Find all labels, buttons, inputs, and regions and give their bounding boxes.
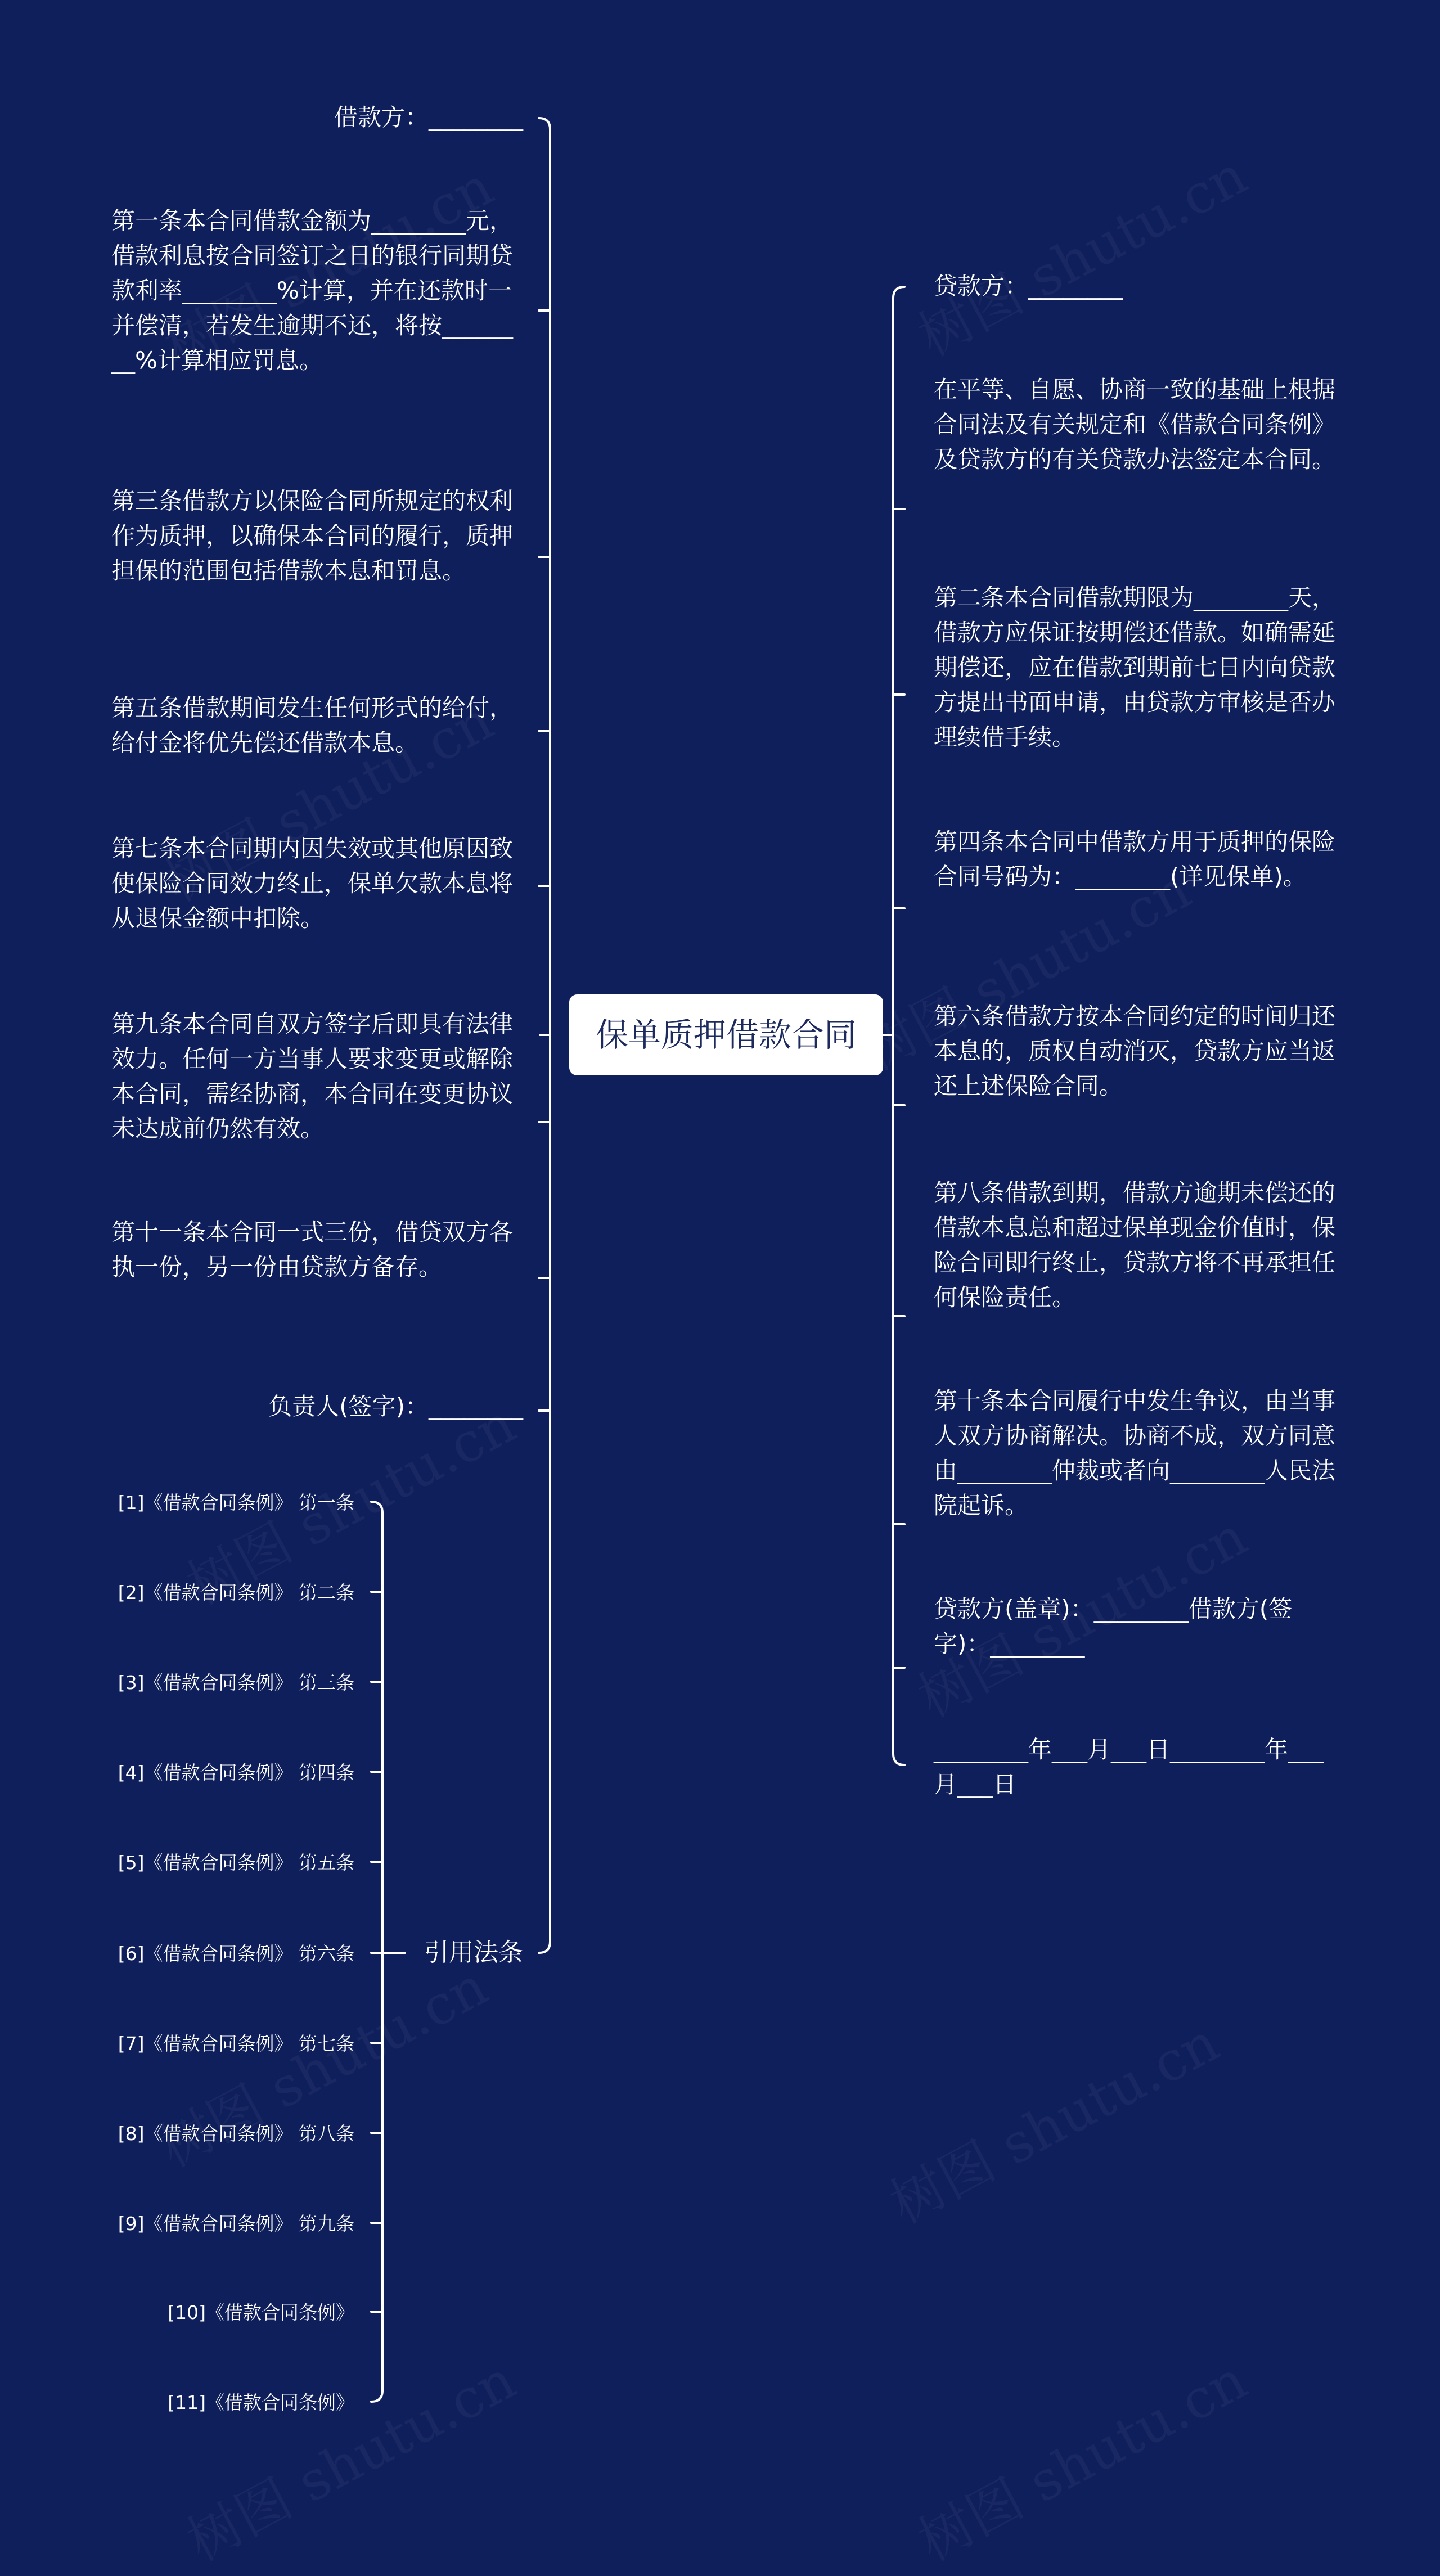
root-node[interactable]: 保单质押借款合同 xyxy=(569,994,883,1075)
reference-item-6[interactable]: [6]《借款合同条例》 第六条 xyxy=(118,1943,354,1965)
right-node-article-8[interactable]: 第八条借款到期，借款方逾期未偿还的借款本息总和超过保单现金价值时，保险合同即行终止，贷款方将不再承担任何保险责任。 xyxy=(934,1179,1336,1311)
references-label[interactable]: 引用法条 xyxy=(424,1938,523,1967)
reference-item-3[interactable]: [3]《借款合同条例》 第三条 xyxy=(118,1672,354,1694)
right-node-lender[interactable]: 贷款方：________ xyxy=(934,272,1123,300)
left-node-article-3[interactable]: 第三条借款方以保险合同所规定的权利作为质押，以确保本合同的履行，质押担保的范围包括借款本息和罚息。 xyxy=(111,487,514,584)
reference-item-5[interactable]: [5]《借款合同条例》 第五条 xyxy=(118,1852,354,1874)
left-node-article-1[interactable]: 第一条本合同借款金额为________元，借款利息按合同签订之日的银行同期贷款利率________%计算，并在还款时一并偿清，若发生逾期不还，将按________%计算相应罚息。 xyxy=(111,207,514,374)
reference-item-11[interactable]: [11]《借款合同条例》 xyxy=(168,2392,354,2413)
left-node-article-11[interactable]: 第十一条本合同一式三份，借贷双方各执一份，另一份由贷款方备存。 xyxy=(111,1218,514,1281)
reference-item-9[interactable]: [9]《借款合同条例》 第九条 xyxy=(118,2213,354,2235)
reference-item-2[interactable]: [2]《借款合同条例》 第二条 xyxy=(118,1582,354,1604)
reference-item-10[interactable]: [10]《借款合同条例》 xyxy=(168,2302,354,2323)
right-node-date[interactable]: ________年___月___日________年___月___日 xyxy=(934,1736,1324,1798)
right-node-preamble[interactable]: 在平等、自愿、协商一致的基础上根据合同法及有关规定和《借款合同条例》及贷款方的有关贷款办法签定本合同。 xyxy=(934,376,1336,473)
right-node-article-6[interactable]: 第六条借款方按本合同约定的时间归还本息的，质权自动消灭，贷款方应当返还上述保险合同。 xyxy=(934,1002,1336,1100)
left-node-article-7[interactable]: 第七条本合同期内因失效或其他原因致使保险合同效力终止，保单欠款本息将从退保金额中扣除。 xyxy=(111,835,514,932)
reference-item-7[interactable]: [7]《借款合同条例》 第七条 xyxy=(118,2033,354,2055)
reference-item-8[interactable]: [8]《借款合同条例》 第八条 xyxy=(118,2123,354,2145)
reference-item-1[interactable]: [1]《借款合同条例》 第一条 xyxy=(118,1492,354,1514)
left-node-article-5[interactable]: 第五条借款期间发生任何形式的给付，给付金将优先偿还借款本息。 xyxy=(111,694,514,756)
right-node-article-10[interactable]: 第十条本合同履行中发生争议，由当事人双方协商解决。协商不成，双方同意由________仲裁或者向________人民法院起诉。 xyxy=(934,1387,1336,1519)
left-node-article-9[interactable]: 第九条本合同自双方签字后即具有法律效力。任何一方当事人要求变更或解除本合同，需经协商，本合同在变更协议未达成前仍然有效。 xyxy=(111,1010,514,1142)
right-node-seal[interactable]: 贷款方(盖章)：________借款方(签字)：________ xyxy=(934,1595,1293,1658)
left-node-borrower[interactable]: 借款方：________ xyxy=(334,103,523,131)
reference-item-4[interactable]: [4]《借款合同条例》 第四条 xyxy=(118,1762,354,1784)
left-node-signature[interactable]: 负责人(签字)：________ xyxy=(268,1393,523,1420)
right-node-article-2[interactable]: 第二条本合同借款期限为________天，借款方应保证按期偿还借款。如确需延期偿还，应在借款到期前七日内向贷款方提出书面申请，由贷款方审核是否办理续借手续。 xyxy=(934,584,1336,751)
right-node-article-4[interactable]: 第四条本合同中借款方用于质押的保险合同号码为：________(详见保单)。 xyxy=(934,828,1336,890)
